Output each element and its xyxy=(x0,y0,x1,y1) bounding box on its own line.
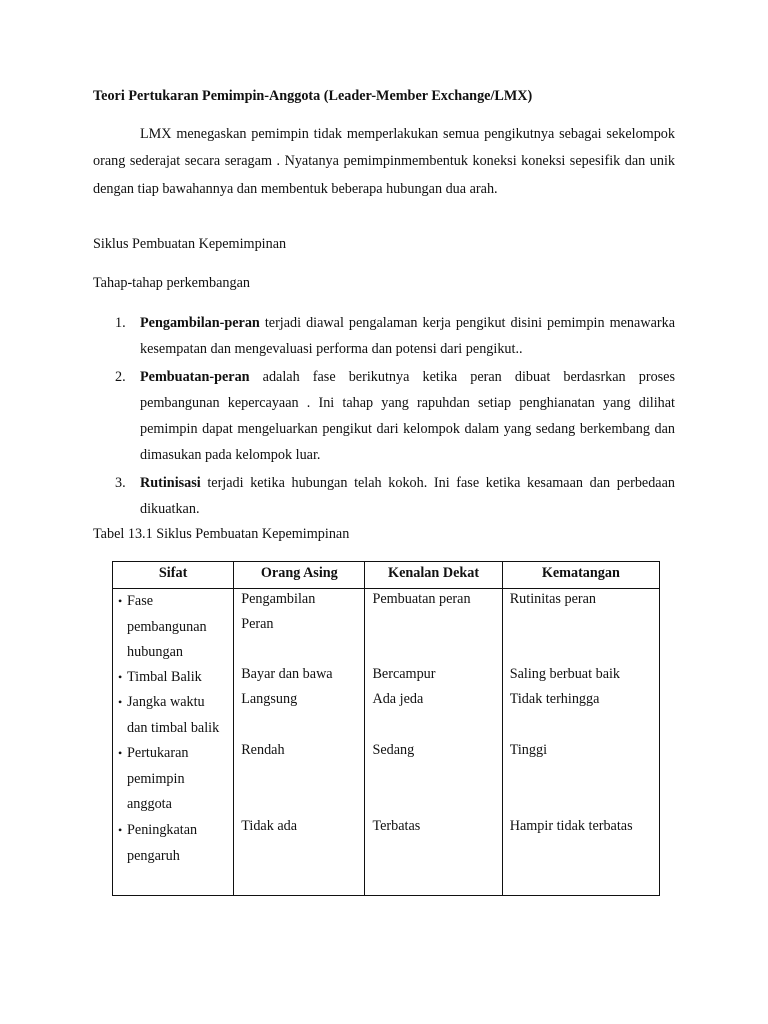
stages-list xyxy=(93,311,675,523)
bullet-icon: • xyxy=(118,594,123,608)
cell-value: Peran xyxy=(241,616,274,632)
feature-line: pembangunan xyxy=(127,618,207,635)
feature-item xyxy=(115,690,231,741)
stage-item xyxy=(93,471,675,522)
stage-term: Pembuatan-peran xyxy=(140,369,250,386)
cell-value: Tinggi xyxy=(509,742,548,758)
cell-value: Saling berbuat baik xyxy=(509,666,621,682)
feature-line: anggota xyxy=(127,796,172,812)
cell-value: Bercampur xyxy=(372,666,436,682)
stage-text: terjadi ketika hubungan telah kokoh. Ini fase ketika kesamaan dan perbedaan dikuatkan. xyxy=(140,475,675,517)
cell-value: Rendah xyxy=(241,742,285,758)
stage-term: Rutinisasi xyxy=(140,475,201,492)
cell-value: Langsung xyxy=(241,691,298,707)
stage-text: adalah fase berikutnya ketika peran dibuat berdasrkan proses pembangunan kepercayaan . Ini tahap yang rapuhdan setiap penghianatan yang dilihat pemimpin dapat mengeluarkan pengikut dari kelompok dalam yang sedang berkembang dan dimasukan pada kelompok luar. xyxy=(140,369,675,463)
feature-word: waktu xyxy=(169,694,205,710)
kematangan-cell xyxy=(502,589,659,896)
features-cell xyxy=(113,589,234,896)
stage-number: 2. xyxy=(115,369,126,386)
feature-line: dan timbal balik xyxy=(127,719,220,736)
cell-value: Pengambilan xyxy=(241,591,316,607)
bullet-icon: • xyxy=(118,670,123,684)
section-heading: Siklus Pembuatan Kepemimpinan xyxy=(93,236,287,252)
cell-value: Sedang xyxy=(372,742,415,758)
intro-paragraph: LMX menegaskan pemimpin tidak memperlakukan semua pengikutnya sebagai sekelompok orang sederajat secara seragam . Nyatanya pemimpinmembentuk koneksi koneksi sepesifik dan unik dengan tiap bawahannya dan membentuk beberapa hubungan dua arah. xyxy=(93,126,675,197)
feature-item xyxy=(115,589,231,666)
stages-heading: Tahap-tahap perkembangan xyxy=(93,275,250,291)
header-orang-asing: Orang Asing xyxy=(234,562,365,589)
cell-value: Tidak ada xyxy=(241,818,298,834)
stage-item xyxy=(93,311,675,362)
stage-number: 1. xyxy=(115,315,126,331)
feature-item xyxy=(115,741,231,818)
feature-line: pemimpin xyxy=(127,770,185,787)
header-kenalan-dekat: Kenalan Dekat xyxy=(365,562,502,589)
document-title: Teori Pertukaran Pemimpin-Anggota (Leader-Member Exchange/LMX) xyxy=(93,88,533,104)
feature-line: pengaruh xyxy=(127,847,180,864)
bullet-icon: • xyxy=(118,746,123,760)
feature-line: Pertukaran xyxy=(127,745,189,761)
cell-value: Tidak terhingga xyxy=(509,691,600,707)
stage-term: Pengambilan-peran xyxy=(140,315,260,331)
stage-text: terjadi diawal pengalaman kerja pengikut disini pemimpin menawarka kesempatan dan mengevaluasi performa dan potensi dari pengikut.. xyxy=(140,315,675,357)
leadership-cycle-table xyxy=(112,561,660,896)
feature-line: Fase xyxy=(127,593,154,609)
feature-word: Jangka xyxy=(127,694,167,710)
cell-value: Terbatas xyxy=(372,818,421,834)
cell-value: Ada jeda xyxy=(372,691,424,707)
bullet-icon: • xyxy=(118,695,123,709)
cell-value: Rutinitas peran xyxy=(509,591,596,607)
cell-value: Hampir tidak terbatas xyxy=(509,818,633,834)
cell-value: Pembuatan peran xyxy=(372,591,471,607)
stage-number: 3. xyxy=(115,475,126,492)
table-caption: Tabel 13.1 Siklus Pembuatan Kepemimpinan xyxy=(93,526,350,542)
stage-item xyxy=(93,365,675,468)
feature-line: hubungan xyxy=(127,644,183,660)
feature-item xyxy=(115,665,231,691)
cell-value: Bayar dan bawa xyxy=(241,666,333,682)
feature-item xyxy=(115,818,231,869)
header-kematangan: Kematangan xyxy=(502,562,659,589)
feature-line: Timbal Balik xyxy=(127,669,202,685)
feature-line: Peningkatan xyxy=(127,822,198,838)
orang-asing-cell xyxy=(234,589,365,896)
feature-line xyxy=(115,690,231,716)
header-sifat: Sifat xyxy=(113,562,234,589)
bullet-icon: • xyxy=(118,823,123,837)
table-header-row xyxy=(113,562,660,589)
table-row xyxy=(113,589,660,896)
kenalan-dekat-cell xyxy=(365,589,502,896)
